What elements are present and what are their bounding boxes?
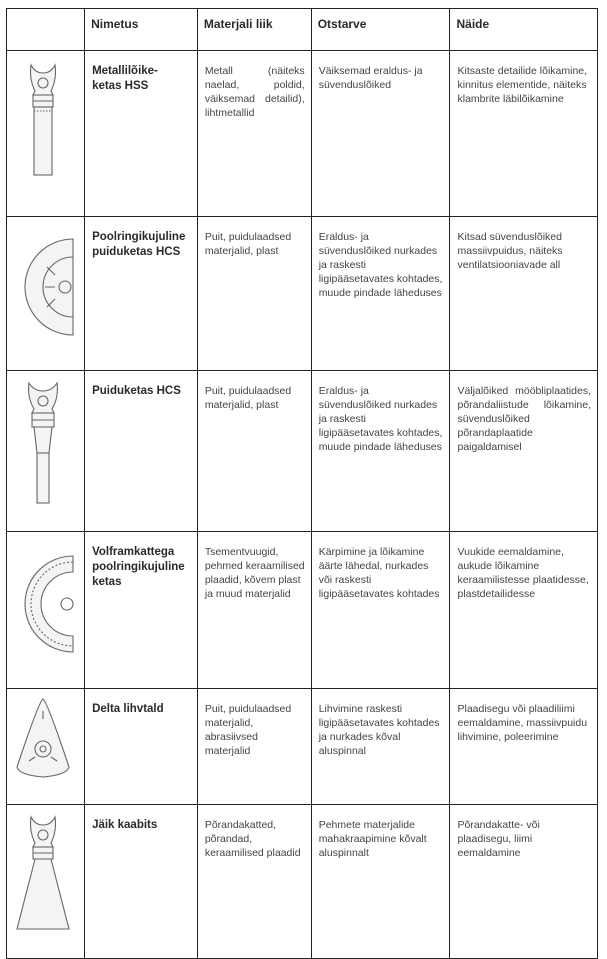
table-row <box>7 217 598 371</box>
row-purpose: Pehmete materjalide mahakraapimine kõvalt aluspinnalt <box>311 805 450 959</box>
header-purpose: Otstarve <box>311 9 450 51</box>
header-material: Materjali liik <box>197 9 311 51</box>
row-purpose: Lihvimine raskesti ligipääsetavates kohtades ja nurkades kõval aluspinnal <box>311 689 450 805</box>
header-example: Näide <box>450 9 598 51</box>
row-example: Vuukide eemaldamine, aukude lõikamine keraamilistesse plaatidesse, plastdetailidesse <box>450 532 598 689</box>
row-example: Plaadisegu või plaadiliimi eemaldamine, massiivpuidu lihvimine, poleerimine <box>450 689 598 805</box>
row-material: Puit, puidulaadsed materjalid, abrasiivsed materjalid <box>197 689 311 805</box>
table-row <box>7 532 598 689</box>
header-name: Nimetus <box>85 9 198 51</box>
row-material: Tsementvuugid, pehmed keraamilised plaadid, kõvem plast ja muud materjalid <box>197 532 311 689</box>
wood-blade-icon <box>7 371 85 532</box>
row-name: Metallilõike- ketas HSS <box>85 51 198 217</box>
row-material: Põrandakatted, põrandad, keraamilised plaadid <box>197 805 311 959</box>
table-row <box>7 689 598 805</box>
rigid-scraper-icon <box>7 805 85 959</box>
row-purpose: Kärpimine ja lõikamine äärte lähedal, nurkades või raskesti ligipääsetavates kohtades <box>311 532 450 689</box>
table-header-row <box>7 9 598 51</box>
delta-sanding-pad-icon <box>7 689 85 805</box>
row-material: Puit, puidulaadsed materjalid, plast <box>197 217 311 371</box>
row-name: Poolringikujuline puiduketas HCS <box>85 217 198 371</box>
table-row <box>7 805 598 959</box>
row-example: Põrandakatte- või plaadisegu, liimi eemaldamine <box>450 805 598 959</box>
row-name: Puiduketas HCS <box>85 371 198 532</box>
row-name: Volframkattega poolringikujuline ketas <box>85 532 198 689</box>
row-material: Puit, puidulaadsed materjalid, plast <box>197 371 311 532</box>
header-image <box>7 9 85 51</box>
row-example: Kitsaste detailide lõikamine, kinnitus elementide, näiteks klambrite läbilõikamine <box>450 51 598 217</box>
row-material: Metall (näiteks naelad, poldid, väiksemad detailid), lihtmetallid <box>197 51 311 217</box>
tools-table <box>6 8 598 959</box>
row-example: Väljalõiked mööbliplaatides, põrandaliistude lõikamine, süvenduslõiked põrandaplaatide paigaldamisel <box>450 371 598 532</box>
row-example: Kitsad süvenduslõiked massiivpuidus, näiteks ventilatsiooniavade all <box>450 217 598 371</box>
row-purpose: Eraldus- ja süvenduslõiked nurkades ja raskesti ligipääsetavates kohtades, muude pindade läheduses <box>311 217 450 371</box>
table-row <box>7 51 598 217</box>
tungsten-segment-blade-icon <box>7 532 85 689</box>
row-name: Jäik kaabits <box>85 805 198 959</box>
row-name: Delta lihvtald <box>85 689 198 805</box>
row-purpose: Eraldus- ja süvenduslõiked nurkades ja raskesti ligipääsetavates kohtades, muude pindade läheduses <box>311 371 450 532</box>
table-row <box>7 371 598 532</box>
row-purpose: Väiksemad eraldus- ja süvenduslõiked <box>311 51 450 217</box>
metal-blade-icon <box>7 51 85 217</box>
semicircle-wood-blade-icon <box>7 217 85 371</box>
